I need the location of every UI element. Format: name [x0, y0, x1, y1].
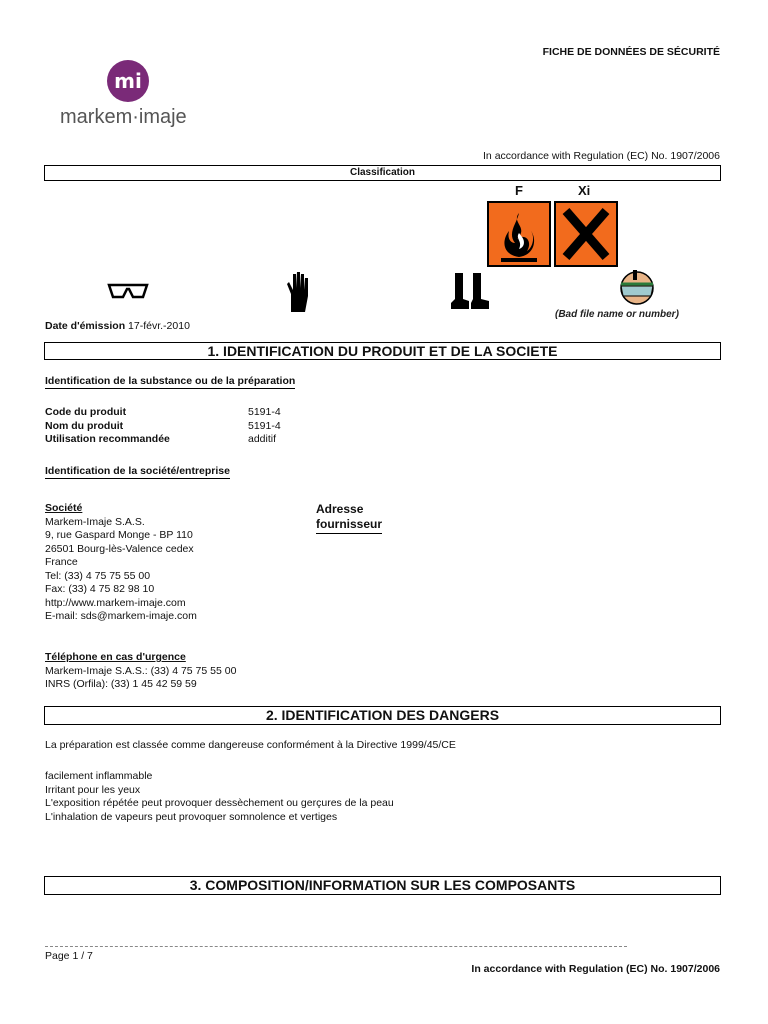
field-value: 5191-4 [248, 419, 281, 432]
supplier-address-label: Adresse fournisseur [316, 502, 382, 534]
footer-divider [45, 946, 627, 947]
field-row [45, 433, 281, 447]
section3-header [44, 876, 721, 895]
section2-title: 2. IDENTIFICATION DES DANGERS [265, 707, 500, 723]
gloves-icon [285, 270, 313, 317]
document-title: FICHE DE DONNÉES DE SÉCURITÉ [542, 46, 720, 58]
safety-glasses-icon [107, 281, 149, 304]
symbol-xi-label: Xi [578, 183, 591, 198]
danger-item: Irritant pour les yeux [45, 783, 141, 796]
field-label: Utilisation recommandée [45, 433, 170, 445]
bad-file-notice: (Bad file name or number) [555, 309, 679, 320]
symbol-f-label: F [515, 183, 523, 198]
classification-header [44, 165, 721, 181]
field-value: additif [248, 433, 277, 445]
regulation-header: In accordance with Regulation (EC) No. 1907/2006 [483, 150, 720, 162]
company-line: Markem-Imaje S.A.S. [45, 515, 145, 528]
regulation-footer: In accordance with Regulation (EC) No. 1907/2006 [471, 963, 720, 975]
company-label: Société [45, 502, 83, 514]
emergency-line: INRS (Orfila): (33) 1 45 42 59 59 [45, 678, 197, 690]
product-fields [45, 406, 281, 447]
classification-title: Classification [349, 167, 416, 178]
company-website-link[interactable]: http://www.markem-imaje.com [45, 596, 186, 609]
section1-header [44, 342, 721, 360]
company-line: Tel: (33) 4 75 75 55 00 [45, 569, 151, 582]
field-row [45, 406, 281, 420]
issue-date-value: 17-févr.-2010 [128, 320, 190, 332]
danger-intro: La préparation est classée comme dangereuse conformément à la Directive 1999/45/CE [45, 739, 456, 751]
danger-item: facilement inflammable [45, 770, 153, 782]
section3-title: 3. COMPOSITION/INFORMATION SUR LES COMPOSANTS [189, 877, 576, 893]
section1-title: 1. IDENTIFICATION DU PRODUIT ET DE LA SOCIETE [207, 343, 558, 359]
danger-item: L'inhalation de vapeurs peut provoquer somnolence et vertiges [45, 810, 338, 823]
company-line: Fax: (33) 4 75 82 98 10 [45, 583, 155, 595]
logo-mark-icon: mi [107, 60, 149, 102]
company-line: France [45, 556, 78, 568]
field-label: Nom du produit [45, 419, 124, 432]
danger-list [45, 770, 394, 824]
section2-header [44, 706, 721, 725]
flammable-icon [487, 201, 551, 267]
emergency-label: Téléphone en cas d'urgence [45, 651, 186, 663]
issue-date-label: Date d'émission [45, 320, 126, 332]
face-shield-icon [615, 268, 659, 311]
irritant-icon [554, 201, 618, 267]
logo-text: markem·imaje [60, 106, 187, 128]
company-logo [107, 60, 149, 102]
field-row [45, 420, 281, 434]
emergency-block [45, 651, 236, 692]
substance-identification-heading: Identification de la substance ou de la préparation [45, 375, 296, 387]
safety-boots-icon [449, 271, 491, 316]
company-line: 9, rue Gaspard Monge - BP 110 [45, 529, 193, 541]
field-label: Code du produit [45, 406, 127, 418]
company-identification-heading: Identification de la société/entreprise [45, 465, 230, 477]
emergency-line: Markem-Imaje S.A.S.: (33) 4 75 75 55 00 [45, 664, 237, 677]
company-email-link[interactable]: E-mail: sds@markem-imaje.com [45, 610, 197, 622]
company-block [45, 502, 197, 624]
field-value: 5191-4 [248, 406, 281, 418]
page-number: Page 1 / 7 [45, 950, 93, 962]
danger-item: L'exposition répétée peut provoquer dessèchement ou gerçures de la peau [45, 797, 394, 809]
issue-date [45, 320, 190, 332]
company-line: 26501 Bourg-lès-Valence cedex [45, 542, 194, 555]
